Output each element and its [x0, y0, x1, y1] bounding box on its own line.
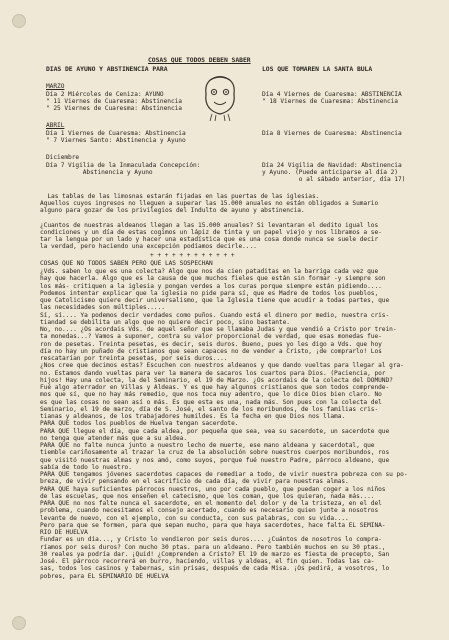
- para2-line-3: la verdad, pero haciendo una excepción podíamos decirle....: [40, 243, 257, 250]
- body-line: hijos! Hay una colecta, la del Seminario, el 19 de Marzo. ¿Os acordais de la colecta del DOMUND?: [40, 376, 393, 384]
- body-line: las necesidades son múltiples.....: [40, 304, 165, 312]
- dic-right-1: y Ayuno. (Puede anticiparse al día 2): [262, 169, 398, 176]
- body-line: PARA QUE todos los pueblos de Huelva tengan sacerdote.: [40, 420, 239, 428]
- body-line: Pero para que se formen, para que sepan mucho, para que haya sacerdotes, hace falta EL SEMINA-: [40, 521, 386, 529]
- punch-hole: [12, 14, 26, 28]
- body-line: 30 reales ya podría dar. ¡Quid! ¿Comprenden a Cristo? El 19 de marzo es fiesta de precepto, San: [40, 550, 390, 558]
- intro-line-2: alguno para gozar de los privilegios del Indulto de ayuno y abstinencia.: [40, 207, 305, 214]
- intro-line-1: Aquellos cuyos ingresos no lleguen a superar las 15.000 anuales no están obligados a Sumario: [40, 200, 379, 207]
- body-line: que visitó nuestras almas y nos amó, como suyos, porque fué nuestro Padre, párroco aldeano, que: [40, 456, 390, 464]
- marzo-right-0: Día 4 Viernes de Cuaresma: ABSTINENCIA: [262, 91, 402, 98]
- abril-left-1: " 7 Viernes Santo: Abstinencia y Ayuno: [46, 137, 186, 144]
- month-marzo: MARZO: [46, 83, 65, 90]
- body-line: mos que sí, que no hay más remedio, que nos toca muy adentro, que lo dice Dios bien claro. No: [40, 391, 382, 399]
- top-title: COSAS QUE TODOS DEBEN SABER: [148, 56, 251, 64]
- body-line: no. Estamos dando vueltas para ver la manera de sacaros los cuartos para Dios. (Paciencia, por: [40, 369, 386, 377]
- punch-hole: [12, 616, 26, 630]
- left-title: DIAS DE AYUNO Y ABSTINENCIA PARA: [46, 65, 168, 73]
- body-line: tiemble cariñosamente al trazar la cruz de la absolución sobre nuestros cuerpos moribundos, ros: [40, 449, 390, 457]
- marzo-left-1: " 11 Viernes de Cuaresma: Abstinencia: [46, 98, 182, 105]
- body-line: José. El párroco recorrerá en burro, haciendo, villas y aldeas, el fin quien. Todas las ca-: [40, 558, 375, 565]
- body-line: ríamos por seis duros? Con mucho 30 ptas. para un aldeano. Pero también muchos en su 30 ptas.,: [40, 543, 386, 551]
- body-line: Fué algo aterrador en Villas y Aldeas. Y es que hay algunos cristianos que son todos comprende-: [40, 384, 390, 391]
- dic-right-0: Día 24 Vigilia de Navidad: Abstinencia: [262, 162, 402, 169]
- body-line: No, no.... ¿Os acordais Vds. de aquel señor que se llamaba Judas y que vendió a Cristo por trein-: [40, 326, 397, 333]
- body-line: PARA QUE haya suficientes párrocos nuestros, uno por cada pueblo, que puedan coger a los niños: [40, 485, 386, 493]
- body-line: levante de nuevo, con el ejemplo, con su conducta, con sus palabras, con su vida....: [40, 514, 349, 522]
- month-abril: ABRIL: [46, 122, 65, 129]
- body-line: RIO DE HUELVA: [40, 529, 88, 536]
- body-line: PARA QUE tengamos jóvenes sacerdotes capaces de remediar a todo, de vivir nuestra pobreza con su po-: [40, 471, 408, 478]
- body-line: ¿Nos cree que decimos estas? Escuchen con nuestros aldeanos y que dando vueltas para llegar al gra-: [40, 362, 404, 370]
- intro-line-0: Las tablas de las limosnas estarán fijadas en las puertas de las iglesias.: [40, 193, 320, 200]
- body-line: Seminario, el 19 de marzo, día de S. José, el santo de los moribundos, de los familias cris-: [40, 405, 379, 413]
- body-line: PARA QUE no falte nunca junto a nuestro lecho de muerte, ese mano aldeana y sacerdotal, que: [40, 442, 375, 449]
- body-line: breza, de vivir pensando en el sacrificio de cada día, de vivir para nuestras almas.: [40, 478, 349, 486]
- body-line: ¿Vds. saben lo que es una colecta? Algo que nos da cien pataditas en la barriga cada vez que: [40, 268, 379, 275]
- section-title: COSAS QUE NO TODOS SABEN PERO QUE LAS SOSPECHAN: [40, 260, 213, 267]
- body-line: es que las cosas no sean así o más. Es que esta es una, nada más. Son pues con la colecta del: [40, 398, 382, 406]
- separator: + + + + + + + + + + + +: [150, 252, 235, 259]
- right-title: LOS QUE TOMAREN LA SANTA BULA: [262, 65, 373, 73]
- body-line: día no hay un puñado de cristianos que sean capaces no de vender a Cristo, ¡de comprarlo! Los: [40, 347, 382, 355]
- body-line: no tenga que atender más que a su aldea.: [40, 434, 188, 442]
- body-line: de las escuelas, que nos enseñen el catecismo, que los coman, que los quieran, nada más....: [40, 492, 375, 500]
- body-line: los más- critiquen a la iglesia y pongan verdes a los curas porque siempre están pidiendo....: [40, 282, 382, 290]
- body-line: pobres, para EL SEMINARIO DE HUELVA: [40, 572, 169, 580]
- abril-right-0: Día 8 Viernes de Cuaresma: Abstinencia: [262, 130, 402, 137]
- dic-left-0: Día 7 Vigilia de la Inmaculada Concepción:: [46, 162, 201, 169]
- body-line: sas, todos los casinos y tabernas, sin prisas, después de cada Misa. ¡Os pedirá, a vosotros, lo: [40, 565, 390, 573]
- body-line: tiandad se debilita un algo que no quiere decir poco, sino bastante.: [40, 318, 290, 326]
- body-line: PARA QUE llegue el día, que cada aldea, por pequeña que sea, vea su sacerdote, un sacerdote que: [40, 427, 390, 435]
- cartoon-face-icon: [200, 74, 240, 122]
- para2-line-0: ¿Cuantos de nuestras aldeanos llegan a las 15.000 anuales? Si levantaran el dedito igual los: [40, 222, 379, 229]
- para2-line-2: tar la lengua por un lado y hacer una estadística que es una cosa donde nunca se suele decir: [40, 236, 379, 243]
- body-line: Podemos intentar explicar que la iglesia no pide para sí, que es Madre de todos los pueblos,: [40, 289, 379, 297]
- body-line: tianas y aldeanos, de los trabajadores humildes. Es la fecha en que Dios nos llama.: [40, 413, 346, 420]
- body-line: sabía de todo lo nuestro.: [40, 463, 132, 471]
- body-line: rescatarían por treinta pesetas, por seis duros....: [40, 355, 228, 362]
- abril-left-0: Día 1 Viernes de Cuaresma: Abstinencia: [46, 130, 186, 137]
- body-line: PARA QUE no nos falte nunca el sacerdote, en el momento del dolor y de la tristeza, en el del: [40, 500, 382, 507]
- dic-right-2: o al sábado anterior, día 17): [262, 176, 406, 183]
- dic-left-1: Abstinencia y Ayuno: [46, 169, 153, 176]
- body-line: ta monedas...? Vamos a suponer, contra su valor proporcional de verdad, que esas monedas fue-: [40, 333, 382, 341]
- marzo-right-1: " 18 Viernes de Cuaresma: Abstinencia: [262, 98, 398, 105]
- body-line: hay que hacerla. Algo que es la causa de que muchos fieles que están sin formar -y siempre son: [40, 275, 386, 283]
- marzo-left-2: " 25 Viernes de Cuaresma: Abstinencia: [46, 105, 182, 112]
- month-diciembre: Diciembre: [46, 154, 80, 161]
- body-line: problema, cuando necesitamos el consejo acertado, cuando es necesario quien junte a nosotros: [40, 507, 379, 515]
- body-line: ron de pesetas. Treinta pesetas, es decir, seis duros. Bueno, pues yo les digo a Vds. que hoy: [40, 340, 382, 348]
- marzo-left-0: Día 2 Miércoles de Ceniza: AYUNO: [46, 91, 164, 98]
- body-line: Sí, sí.... Ya podemos decir verdades como puños. Cuando está el dinero por medio, nuestra cris-: [40, 311, 390, 319]
- para2-line-1: condiciones y un día de estas cogimos un lápiz de tinta y un papel viejo y nos libramos a se-: [40, 229, 382, 236]
- body-line: que Catolicismo quiere decir universalismo, que la Iglesia tiene que acudir a todas partes, que: [40, 297, 390, 304]
- body-line: Fundar es un día..., y Cristo lo vendieron por seis duros.... ¿Cuántos de nosotros lo compra-: [40, 536, 382, 544]
